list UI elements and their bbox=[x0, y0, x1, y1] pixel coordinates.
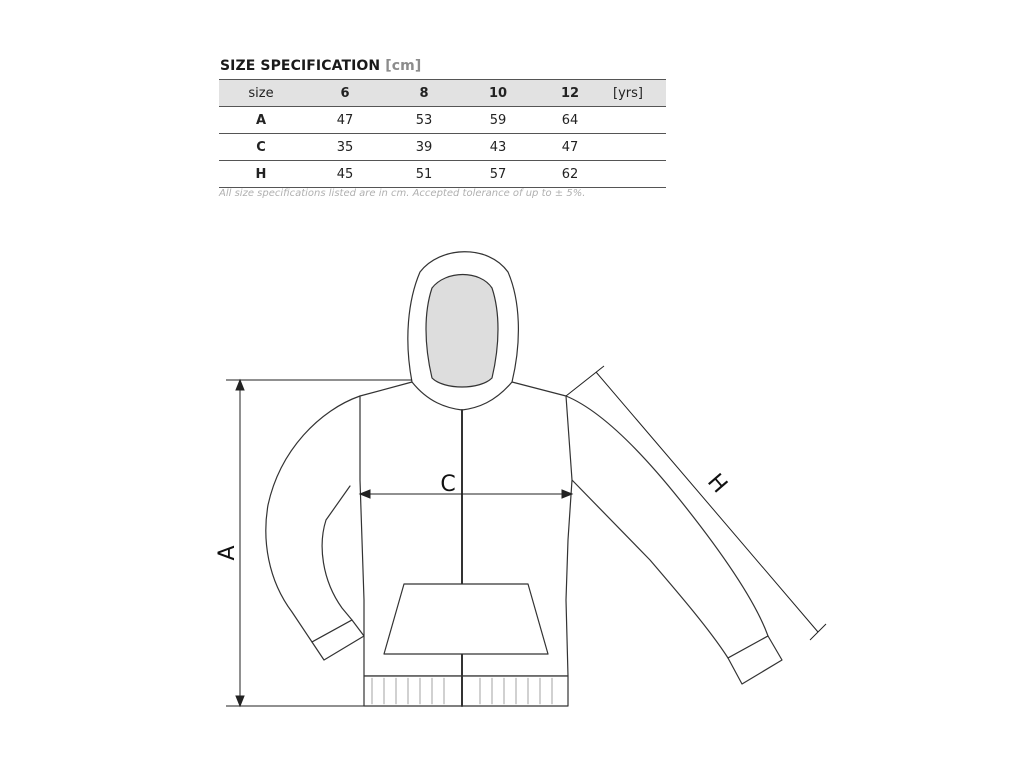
spec-title-text: SIZE SPECIFICATION bbox=[220, 58, 381, 74]
header-8: 8 bbox=[387, 80, 461, 107]
waistband bbox=[364, 676, 568, 706]
header-size: size bbox=[219, 80, 303, 107]
row-label: H bbox=[219, 161, 303, 188]
header-years: [yrs] bbox=[605, 80, 666, 107]
table-cell: 39 bbox=[387, 134, 461, 161]
spec-title-unit: [cm] bbox=[385, 58, 422, 74]
row-label: C bbox=[219, 134, 303, 161]
row-label: A bbox=[219, 107, 303, 134]
table-cell: 59 bbox=[461, 107, 535, 134]
table-cell: 35 bbox=[303, 134, 387, 161]
table-cell: 57 bbox=[461, 161, 535, 188]
table-cell: 47 bbox=[535, 134, 605, 161]
hood-opening bbox=[426, 275, 498, 388]
table-cell: 51 bbox=[387, 161, 461, 188]
header-10: 10 bbox=[461, 80, 535, 107]
table-cell: 47 bbox=[303, 107, 387, 134]
table-cell: 45 bbox=[303, 161, 387, 188]
table-cell: 62 bbox=[535, 161, 605, 188]
dimension-a-label: A bbox=[215, 545, 240, 561]
tolerance-note: All size specifications listed are in cm. Accepted tolerance of up to ± 5%. bbox=[219, 188, 586, 199]
dimension-h-label: H bbox=[702, 469, 732, 499]
table-cell: 53 bbox=[387, 107, 461, 134]
header-12: 12 bbox=[535, 80, 605, 107]
header-6: 6 bbox=[303, 80, 387, 107]
right-sleeve bbox=[566, 396, 768, 658]
dimension-c-label: C bbox=[440, 472, 456, 497]
left-sleeve bbox=[266, 396, 360, 642]
table-cell: 64 bbox=[535, 107, 605, 134]
table-cell: 43 bbox=[461, 134, 535, 161]
kangaroo-pocket bbox=[384, 584, 548, 654]
